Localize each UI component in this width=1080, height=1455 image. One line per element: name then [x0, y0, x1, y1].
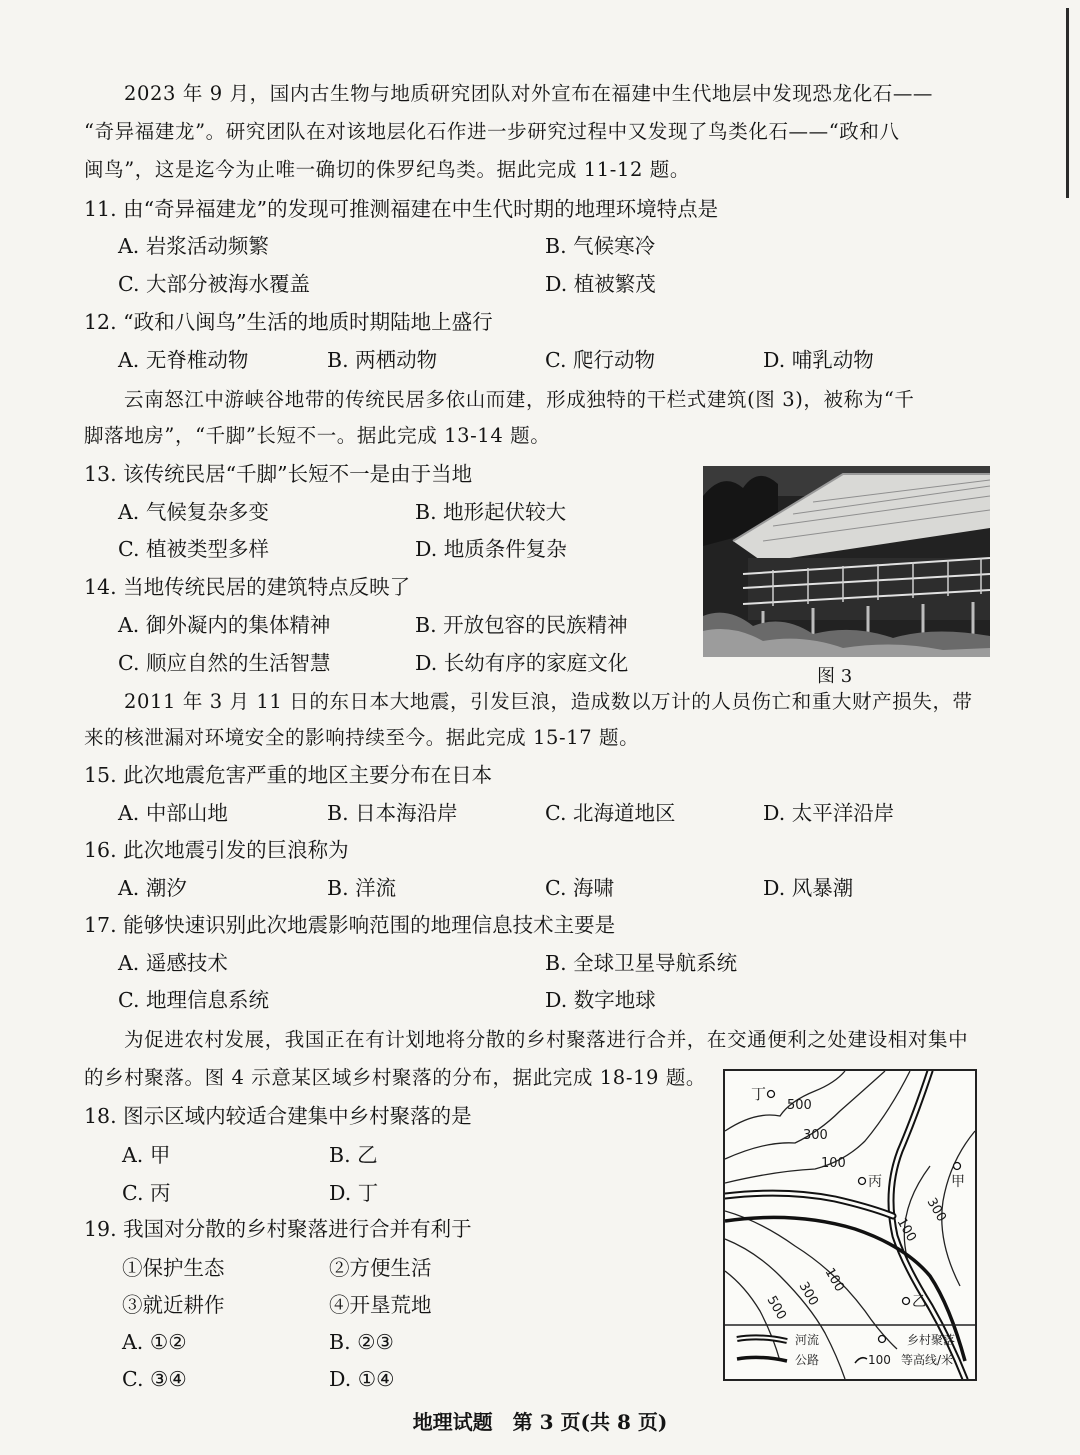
contour-line-100-bottom [725, 1211, 897, 1349]
question-15-option-a: A. 中部山地 [118, 801, 228, 825]
settlement-marker-yi [903, 1298, 910, 1305]
figure-3-caption: 图 3 [817, 666, 853, 687]
question-19-option-d: D. ①④ [329, 1367, 395, 1391]
figure-3-stilt-house-photo [703, 466, 990, 657]
question-12-option-d: D. 哺乳动物 [763, 348, 874, 372]
contour-label-300-top: 300 [803, 1128, 828, 1143]
question-14-option-a: A. 御外凝内的集体精神 [118, 613, 331, 637]
legend-contour-label: 等高线/米 [901, 1353, 954, 1367]
passage-1-line-2: “奇异福建龙”。研究团队在对该地层化石作进一步研究过程中又发现了鸟类化石——“政和八 [84, 120, 900, 143]
question-17-option-c: C. 地理信息系统 [118, 988, 269, 1012]
question-11-option-c: C. 大部分被海水覆盖 [118, 272, 310, 296]
question-16-option-a: A. 潮汐 [118, 876, 187, 900]
question-19-item-3: ③就近耕作 [122, 1293, 225, 1317]
contour-line-500-bottom [725, 1271, 780, 1361]
question-18-option-c: C. 丙 [122, 1181, 171, 1205]
scan-edge-line [1066, 8, 1069, 198]
question-14-option-b: B. 开放包容的民族精神 [415, 613, 628, 637]
question-15-option-d: D. 太平洋沿岸 [763, 801, 895, 825]
figure-4-contour-map [723, 1069, 977, 1381]
question-16-stem: 16. 此次地震引发的巨浪称为 [84, 838, 349, 862]
question-12-option-c: C. 爬行动物 [545, 348, 655, 372]
question-13-stem: 13. 该传统民居“千脚”长短不一是由于当地 [84, 462, 473, 486]
question-18-stem: 18. 图示区域内较适合建集中乡村聚落的是 [84, 1104, 472, 1128]
stilt-house-illustration [703, 466, 990, 657]
question-19-option-b: B. ②③ [329, 1330, 394, 1354]
passage-2-line-2: 脚落地房”，“千脚”长短不一。据此完成 13-14 题。 [84, 424, 551, 447]
question-19-option-a: A. ①② [122, 1330, 187, 1354]
contour-label-100-top: 100 [821, 1156, 846, 1171]
question-16-option-c: C. 海啸 [545, 876, 614, 900]
question-19-stem: 19. 我国对分散的乡村聚落进行合并有利于 [84, 1217, 472, 1241]
settlement-label-yi: 乙 [912, 1294, 926, 1310]
question-15-option-b: B. 日本海沿岸 [327, 801, 458, 825]
legend-settlement-label: 乡村聚落 [907, 1333, 956, 1347]
question-18-option-d: D. 丁 [329, 1181, 379, 1205]
question-12-option-b: B. 两栖动物 [327, 348, 438, 372]
legend-contour-value: 100 [868, 1353, 891, 1367]
passage-4-line-1: 为促进农村发展，我国正在有计划地将分散的乡村聚落进行合并，在交通便利之处建设相对集中 [124, 1028, 969, 1051]
map-legend [737, 1332, 955, 1367]
legend-road-symbol [737, 1357, 787, 1361]
page-footer: 地理试题 第 3 页(共 8 页) [412, 1410, 668, 1434]
contour-label-100-bottom: 100 [821, 1265, 847, 1295]
contour-map-svg [725, 1071, 975, 1379]
question-19-item-2: ②方便生活 [329, 1256, 432, 1280]
question-17-stem: 17. 能够快速识别此次地震影响范围的地理信息技术主要是 [84, 913, 616, 937]
question-16-option-d: D. 风暴潮 [763, 876, 854, 900]
passage-3-line-2: 来的核泄漏对环境安全的影响持续至今。据此完成 15-17 题。 [84, 726, 640, 749]
question-14-option-d: D. 长幼有序的家庭文化 [415, 651, 629, 675]
settlement-label-ding: 丁 [751, 1085, 767, 1103]
settlement-marker-ding [768, 1091, 775, 1098]
settlement-label-bing: 丙 [868, 1174, 882, 1190]
question-15-stem: 15. 此次地震危害严重的地区主要分布在日本 [84, 763, 493, 787]
contour-label-100-right: 100 [893, 1215, 919, 1245]
question-17-option-a: A. 遥感技术 [118, 951, 228, 975]
river-tributary [725, 1193, 893, 1216]
passage-1-line-3: 闽鸟”，这是迄今为止唯一确切的侏罗纪鸟类。据此完成 11-12 题。 [84, 158, 690, 181]
question-13-option-b: B. 地形起伏较大 [415, 500, 567, 524]
passage-3-line-1: 2011 年 3 月 11 日的东日本大地震，引发巨浪，造成数以万计的人员伤亡和重大财产损失，带 [124, 690, 973, 713]
contour-label-300-right: 300 [923, 1195, 949, 1225]
question-11-option-b: B. 气候寒冷 [545, 234, 656, 258]
question-12-option-a: A. 无脊椎动物 [118, 348, 249, 372]
question-13-option-c: C. 植被类型多样 [118, 537, 269, 561]
settlement-label-jia: 甲 [951, 1174, 965, 1190]
question-17-option-d: D. 数字地球 [545, 988, 656, 1012]
settlement-marker-bing [859, 1178, 866, 1185]
question-19-item-4: ④开垦荒地 [329, 1293, 432, 1317]
passage-4-line-2: 的乡村聚落。图 4 示意某区域乡村聚落的分布，据此完成 18-19 题。 [84, 1066, 707, 1089]
question-13-option-a: A. 气候复杂多变 [118, 500, 269, 524]
legend-contour-symbol [855, 1358, 867, 1363]
contour-label-500-top: 500 [787, 1098, 812, 1113]
passage-1-line-1: 2023 年 9 月，国内古生物与地质研究团队对外宣布在福建中生代地层中发现恐龙化石—— [124, 82, 934, 105]
question-11-stem: 11. 由“奇异福建龙”的发现可推测福建在中生代时期的地理环境特点是 [84, 197, 719, 221]
question-14-option-c: C. 顺应自然的生活智慧 [118, 651, 331, 675]
legend-road-label: 公路 [795, 1353, 820, 1367]
question-15-option-c: C. 北海道地区 [545, 801, 676, 825]
legend-settlement-symbol [879, 1336, 886, 1343]
contour-line-300-right [942, 1131, 975, 1286]
settlement-marker-jia [954, 1163, 961, 1170]
question-11-option-d: D. 植被繁茂 [545, 272, 656, 296]
question-17-option-b: B. 全球卫星导航系统 [545, 951, 738, 975]
question-18-option-a: A. 甲 [122, 1143, 171, 1167]
question-19-item-1: ①保护生态 [122, 1256, 225, 1280]
question-12-stem: 12. “政和八闽鸟”生活的地质时期陆地上盛行 [84, 310, 493, 334]
question-14-stem: 14. 当地传统民居的建筑特点反映了 [84, 575, 411, 599]
question-11-option-a: A. 岩浆活动频繁 [118, 234, 269, 258]
question-19-option-c: C. ③④ [122, 1367, 187, 1391]
passage-2-line-1: 云南怒江中游峡谷地带的传统民居多依山而建，形成独特的干栏式建筑(图 3)，被称为“千 [124, 388, 915, 411]
question-18-option-b: B. 乙 [329, 1143, 378, 1167]
legend-river-label: 河流 [795, 1333, 820, 1347]
question-16-option-b: B. 洋流 [327, 876, 397, 900]
contour-label-300-bottom: 300 [795, 1279, 821, 1309]
question-13-option-d: D. 地质条件复杂 [415, 537, 567, 561]
contour-label-500-bottom: 500 [763, 1293, 789, 1323]
contour-line-300-top [725, 1071, 885, 1159]
